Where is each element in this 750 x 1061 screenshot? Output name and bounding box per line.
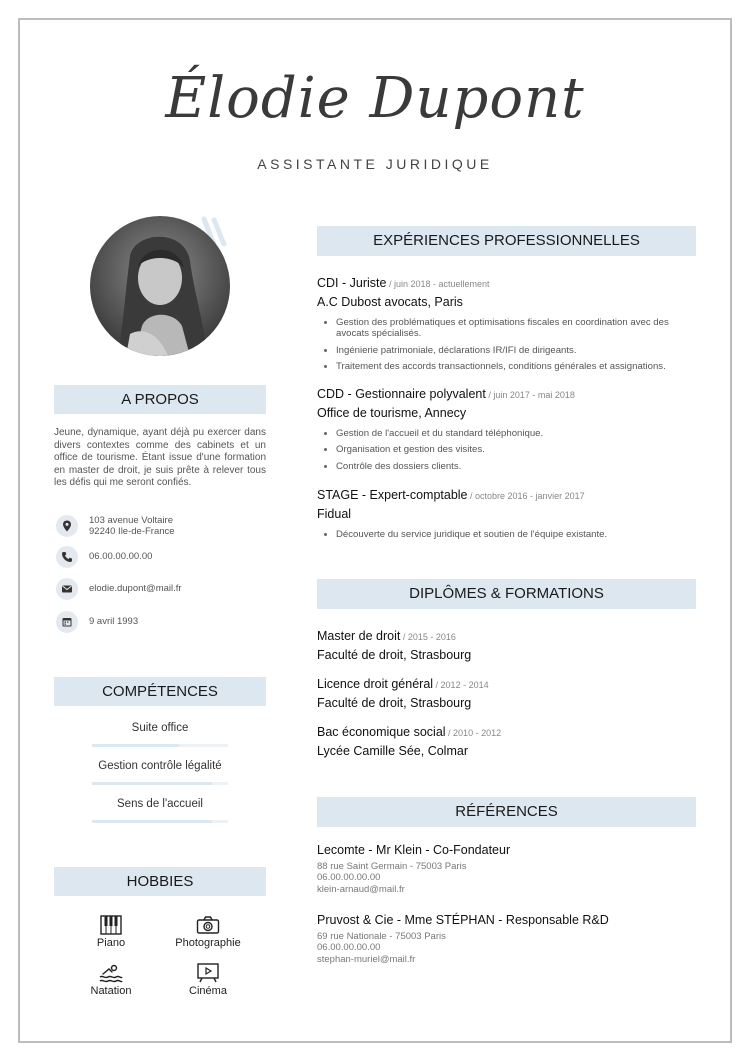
hobby-item xyxy=(71,963,151,997)
skill-item xyxy=(92,760,228,772)
reference-phone: 06.00.00.00.00 xyxy=(317,872,381,884)
reference-name: Lecomte - Mr Klein - Co-Fondateur xyxy=(317,843,511,857)
profile-photo xyxy=(90,216,230,356)
degree-school: Lycée Camille Sée, Colmar xyxy=(317,744,468,758)
reference-entry xyxy=(317,843,702,895)
degree-date: / 2012 - 2014 xyxy=(433,680,489,690)
swimmer-icon xyxy=(99,963,123,983)
job-company: Fidual xyxy=(317,507,352,521)
mail-icon xyxy=(56,578,78,600)
hobby-label: Piano xyxy=(96,937,126,949)
job-title: STAGE - Expert-comptable xyxy=(317,488,468,502)
job-task: Contrôle des dossiers clients. xyxy=(317,461,702,472)
job-title: CDI - Juriste xyxy=(317,276,387,290)
degree-date: / 2010 - 2012 xyxy=(445,728,502,738)
piano-icon xyxy=(99,915,123,935)
location-pin-icon xyxy=(56,515,78,537)
reference-email[interactable]: klein-arnaud@mail.fr xyxy=(317,883,405,895)
contact-email xyxy=(54,578,266,602)
about-heading: A PROPOS xyxy=(54,385,266,414)
candidate-job-title: ASSISTANTE JURIDIQUE xyxy=(257,156,493,172)
email-address[interactable]: elodie.dupont@mail.fr xyxy=(89,583,182,594)
address-line1: 103 avenue Voltaire xyxy=(89,515,173,526)
job-task: Gestion de l'accueil et du standard téléphonique. xyxy=(317,428,702,439)
job-date: / octobre 2016 - janvier 2017 xyxy=(467,491,585,501)
camera-icon xyxy=(196,915,220,935)
job-title: CDD - Gestionnaire polyvalent xyxy=(317,387,486,401)
degree-school: Faculté de droit, Strasbourg xyxy=(317,648,472,662)
job-task: Gestion des problématiques et optimisations fiscales en coordination avec des avocats spécialisés. xyxy=(317,317,702,340)
birthdate: 9 avril 1993 xyxy=(89,616,139,627)
skills-heading: COMPÉTENCES xyxy=(54,677,266,706)
job-tasks xyxy=(317,317,702,373)
reference-phone: 06.00.00.00.00 xyxy=(317,942,381,954)
job-date: / juin 2018 - actuellement xyxy=(386,279,490,289)
education-entry xyxy=(317,675,702,710)
hobby-label: Photographie xyxy=(175,937,241,949)
education-entry xyxy=(317,627,702,662)
degree-title: Master de droit xyxy=(317,629,401,643)
job-date: / juin 2017 - mai 2018 xyxy=(485,390,575,400)
reference-address: 69 rue Nationale - 75003 Paris xyxy=(317,931,446,942)
hobby-item xyxy=(168,963,248,997)
degree-title: Licence droit général xyxy=(317,677,434,691)
skill-item xyxy=(92,722,228,734)
job-entry xyxy=(317,486,702,545)
job-entry xyxy=(317,274,702,378)
contact-phone xyxy=(54,546,266,570)
education-heading: DIPLÔMES & FORMATIONS xyxy=(317,579,696,609)
skill-bar xyxy=(92,744,228,747)
about-text: Jeune, dynamique, ayant déjà pu exercer dans divers contextes comme des cabinets et un office de tourisme. Étant issue d'une formation en master de droit, je suis prête à relever tous les défis qui me seront confiés. xyxy=(54,427,266,489)
job-task: Ingénierie patrimoniale, déclarations IR/IFI de dirigeants. xyxy=(317,345,702,356)
experience-heading: EXPÉRIENCES PROFESSIONNELLES xyxy=(317,226,696,256)
reference-entry xyxy=(317,913,702,965)
skill-label: Sens de l'accueil xyxy=(117,798,203,810)
job-task: Traitement des accords transactionnels, conditions générales et assignations. xyxy=(317,361,702,372)
contact-address xyxy=(54,515,266,539)
references-heading: RÉFÉRENCES xyxy=(317,797,696,827)
degree-title: Bac économique social xyxy=(317,725,446,739)
reference-address: 88 rue Saint Germain - 75003 Paris xyxy=(317,861,467,872)
job-tasks xyxy=(317,428,702,472)
reference-name: Pruvost & Cie - Mme STÉPHAN - Responsable R&D xyxy=(317,913,609,927)
hobby-item xyxy=(168,915,248,949)
skill-label: Gestion contrôle légalité xyxy=(98,760,222,772)
job-tasks xyxy=(317,529,702,540)
education-entry xyxy=(317,723,702,758)
address-line2: 92240 Ile-de-France xyxy=(89,526,175,537)
hobby-item xyxy=(71,915,151,949)
degree-school: Faculté de droit, Strasbourg xyxy=(317,696,472,710)
job-task: Découverte du service juridique et soutien de l'équipe existante. xyxy=(317,529,702,540)
reference-email[interactable]: stephan-muriel@mail.fr xyxy=(317,953,416,965)
hobby-label: Natation xyxy=(90,985,132,997)
contact-birthdate xyxy=(54,611,266,635)
job-task: Organisation et gestion des visites. xyxy=(317,444,702,455)
skill-bar xyxy=(92,782,228,785)
skill-bar xyxy=(92,820,228,823)
calendar-icon xyxy=(56,611,78,633)
film-icon xyxy=(196,963,220,983)
skill-label: Suite office xyxy=(131,722,189,734)
phone-icon xyxy=(56,546,78,568)
candidate-name: Élodie Dupont xyxy=(165,66,585,131)
hobby-label: Cinéma xyxy=(189,985,227,997)
skill-item xyxy=(92,798,228,810)
hobbies-heading: HOBBIES xyxy=(54,867,266,896)
job-entry xyxy=(317,385,702,477)
degree-date: / 2015 - 2016 xyxy=(400,632,456,642)
job-company: A.C Dubost avocats, Paris xyxy=(317,295,463,309)
job-company: Office de tourisme, Annecy xyxy=(317,406,467,420)
phone-number: 06.00.00.00.00 xyxy=(89,551,153,562)
